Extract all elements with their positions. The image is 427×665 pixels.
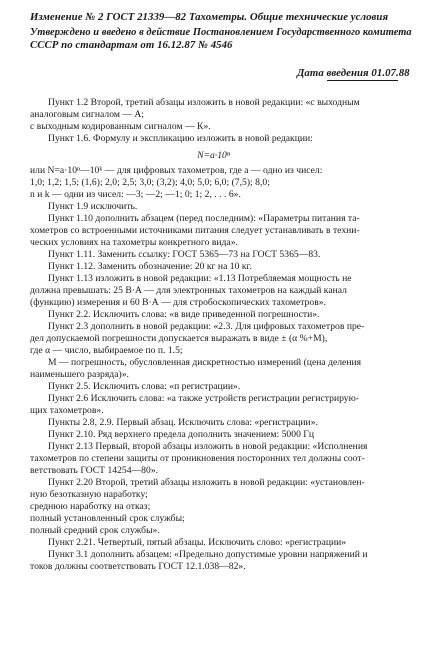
paragraph-line: ную безотказную наработку; [30, 489, 148, 500]
paragraph-line: щих тахометров». [30, 405, 104, 416]
paragraph-line: Пункт 1.10 дополнить абзацем (перед последним): «Параметры питания та- [48, 213, 360, 224]
paragraph-line: Пункт 1.12. Заменить обозначение: 20 кг на 10 кг. [48, 261, 252, 272]
paragraph-line: полный средний срок службы». [30, 525, 160, 536]
paragraph-line: Пункт 2.10. Ряд верхнего предела дополнить значением: 5000 Гц [48, 429, 315, 440]
paragraph-line: среднюю наработку на отказ; [30, 501, 151, 512]
approval-line-1: Утверждено и введено в действие Постановлением Государственного комитета [30, 26, 412, 38]
paragraph-line: Пункт 2.20 Второй, третий абзацы изложить в новой редакции: «установлен- [48, 477, 365, 488]
paragraph-line: Пункт 3.1 дополнить абзацем: «Предельно допустимые уровни напряжений и [48, 549, 368, 560]
paragraph-line: хометров со встроенными источниками питания следует устанавливать в техни- [30, 225, 360, 236]
paragraph-line: (функцию) измерения и 60 В·А — для стробоскопических тахометров». [30, 297, 326, 308]
paragraph-line: Пункт 2.21. Четвертый, пятый абзацы. Исключить слово: «регистрации» [48, 537, 347, 548]
paragraph-line: или N=a·10ⁿ—10ᵏ — для цифровых тахометров, где a — одно из чисел: [30, 165, 323, 176]
paragraph-line: должна превышать: 25 В·А — для электронных тахометров на каждый канал [30, 285, 347, 296]
paragraph-line: где α — число, выбираемое по п. 1.5; [30, 345, 183, 356]
paragraph-line: наименьшего разряда)». [30, 369, 129, 380]
paragraph-line: Пункт 1.2 Второй, третий абзацы изложить в новой редакции: «с выходным [48, 97, 360, 108]
approval-line-2: СССР по стандартам от 16.12.87 № 4546 [30, 39, 233, 51]
paragraph-line: полный установленный срок службы; [30, 513, 185, 524]
paragraph-line: n и k — одни из чисел: —3; —2; —1; 0; 1; 2, . . . 6». [30, 189, 241, 200]
paragraph-line: Пункты 2.8, 2.9. Первый абзац. Исключить слова: «регистрации». [48, 417, 318, 428]
paragraph-line: Пункт 2.6 Исключить слова: «а также устройств регистрации регистрирую- [48, 393, 360, 404]
paragraph-line: дел допускаемой погрешности допускается выражать в виде ± (α %+M), [30, 333, 328, 344]
paragraph-line: Пункт 1.9 исключить. [48, 201, 138, 212]
formula: N=a·10ⁿ [197, 150, 230, 161]
paragraph-line: аналоговым сигналом — А; [30, 109, 144, 120]
paragraph-line: токов должны соответствовать ГОСТ 12.1.038—82». [30, 561, 246, 572]
paragraph-line: Пункт 2.5. Исключить слова: «п регистрации». [48, 381, 241, 392]
paragraph-line: Пункт 2.13 Первый, второй абзацы изложить в новой редакции: «Исполнения [48, 441, 368, 452]
paragraph-line: Пункт 2.3 дополнить в новой редакции: «2.3. Для цифровых тахометров пре- [48, 321, 365, 332]
paragraph-line: тахометров по степени защиты от проникновения посторонних тел должны соот- [30, 453, 365, 464]
paragraph-line: M — погрешность, обусловленная дискретностью измерений (цена деления [48, 357, 362, 368]
date-underline [327, 80, 398, 81]
amendment-title: Изменение № 2 ГОСТ 21339—82 Тахометры. Общие технические условия [30, 11, 389, 23]
paragraph-line: Пункт 2.2. Исключить слова: «в виде приведенной погрешности». [48, 309, 320, 320]
effective-date: Дата введения 01.07.88 [297, 67, 410, 79]
paragraph-line: Пункт 1.6. Формулу и экспликацию изложить в новой редакции: [48, 133, 313, 144]
paragraph-line: ветствовать ГОСТ 14254—80». [30, 465, 159, 476]
paragraph-line: Пункт 1.11. Заменить ссылку: ГОСТ 5365—73 на ГОСТ 5365—83. [48, 249, 321, 260]
paragraph-line: с выходным кодированным сигналом — К». [30, 121, 211, 132]
paragraph-line: ческих условиях на тахометры конкретного вида». [30, 237, 238, 248]
paragraph-line: Пункт 1.13 изложить в новой редакции: «1.13 Потребляемая мощность не [48, 273, 352, 284]
paragraph-line: 1,0; 1,2; 1,5; (1,6); 2,0; 2,5; 3,0; (3,2); 4,0; 5,0; 6,0; (7,5); 8,0; [30, 177, 270, 188]
